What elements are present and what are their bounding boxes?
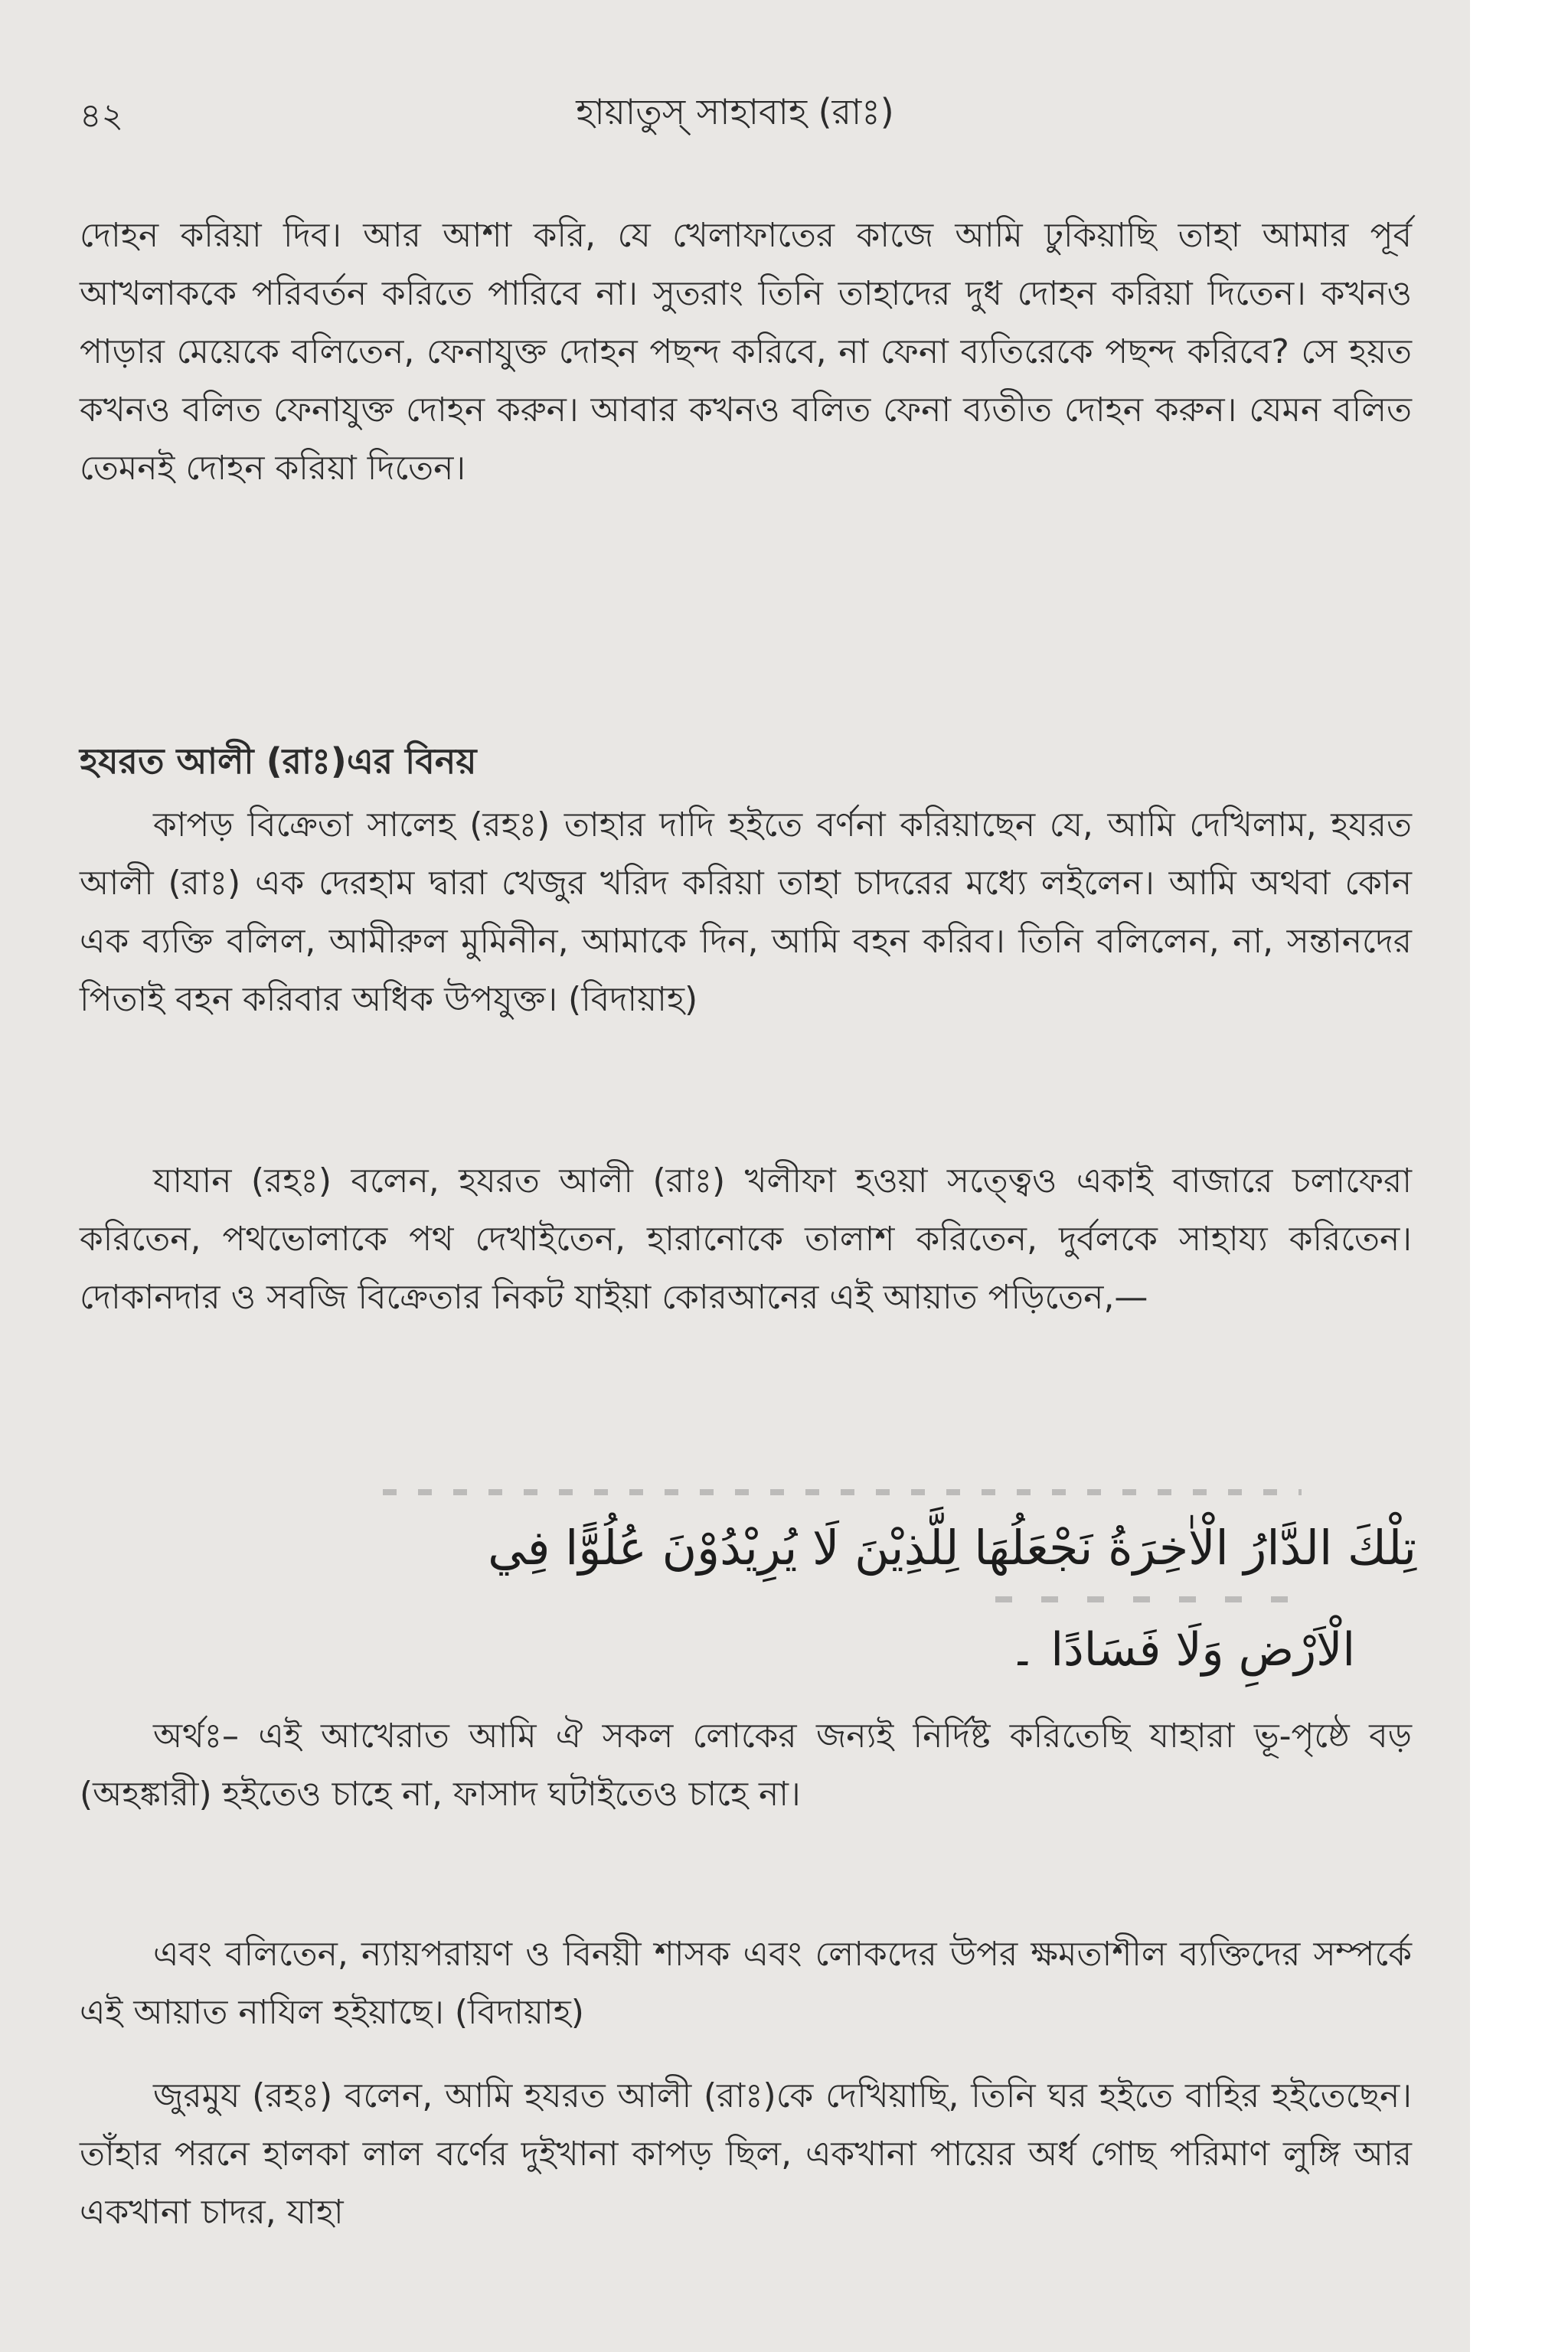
arabic-verse-line-1: تِلْكَ الدَّارُ الْاٰخِرَةُ نَجْعَلُهَا لِلَّذِيْنَ لَا يُرِيْدُوْنَ عُلُوًّا فِي bbox=[488, 1520, 1416, 1576]
arabic-diacritics-line1 bbox=[383, 1489, 1302, 1495]
paragraph-5-text: এবং বলিতেন, ন্যায়পরায়ণ ও বিনয়ী শাসক এবং লোকদের উপর ক্ষমতাশীল ব্যক্তিদের সম্পর্কে এই আয়াত নাযিল হইয়াছে। (বিদায়াহ) bbox=[80, 1935, 1412, 2032]
paragraph-5 bbox=[80, 1926, 1412, 2042]
paragraph-6-text: জুরমুয (রহঃ) বলেন, আমি হযরত আলী (রাঃ)কে দেখিয়াছি, তিনি ঘর হইতে বাহির হইতেছেন। তাঁহার পরনে হালকা লাল বর্ণের দুইখানা কাপড় ছিল, একখানা পায়ের অর্ধ গোছ পরিমাণ লুঙ্গি আর একখানা চাদর, যাহা bbox=[80, 2076, 1412, 2232]
paragraph-2-text: কাপড় বিক্রেতা সালেহ (রহঃ) তাহার দাদি হইতে বর্ণনা করিয়াছেন যে, আমি দেখিলাম, হযরত আলী (রাঃ) এক দেরহাম দ্বারা খেজুর খরিদ করিয়া তাহা চাদরের মধ্যে লইলেন। আমি অথবা কোন এক ব্যক্তি বলিল, আমীরুল মুমিনীন, আমাকে দিন, আমি বহন করিব। তিনি বলিলেন, না, সন্তানদের পিতাই বহন করিবার অধিক উপযুক্ত। (বিদায়াহ) bbox=[80, 805, 1412, 1019]
paragraph-3 bbox=[80, 1152, 1412, 1327]
page-number: ৪২ bbox=[80, 96, 124, 136]
arabic-verse-line-2: الْاَرْضِ وَلَا فَسَادًا ۔ bbox=[1009, 1623, 1355, 1677]
arabic-diacritics-line2 bbox=[995, 1596, 1302, 1602]
page-margin-blank bbox=[1470, 0, 1568, 2352]
paragraph-4-text: অর্থঃ– এই আখেরাত আমি ঐ সকল লোকের জন্যই নির্দিষ্ট করিতেছি যাহারা ভূ-পৃষ্ঠে বড় (অহঙ্কারী) হইতেও চাহে না, ফাসাদ ঘটাইতেও চাহে না। bbox=[80, 1717, 1412, 1814]
paragraph-3-text: যাযান (রহঃ) বলেন, হযরত আলী (রাঃ) খলীফা হওয়া সত্ত্বেও একাই বাজারে চলাফেরা করিতেন, পথভোলাকে পথ দেখাইতেন, হারানোকে তালাশ করিতেন, দুর্বলকে সাহায্য করিতেন। দোকানদার ও সবজি বিক্রেতার নিকট যাইয়া কোরআনের এই আয়াত পড়িতেন,— bbox=[80, 1161, 1412, 1317]
paragraph-6 bbox=[80, 2067, 1412, 2242]
paragraph-1 bbox=[80, 207, 1412, 498]
paragraph-2 bbox=[80, 796, 1412, 1029]
running-header-title: হায়াতুস্ সাহাবাহ (রাঃ) bbox=[576, 91, 894, 132]
paragraph-4 bbox=[80, 1707, 1412, 1824]
paragraph-1-text: দোহন করিয়া দিব। আর আশা করি, যে খেলাফাতের কাজে আমি ঢুকিয়াছি তাহা আমার পূর্ব আখলাককে পরিবর্তন করিতে পারিবে না। সুতরাং তিনি তাহাদের দুধ দোহন করিয়া দিতেন। কখনও পাড়ার মেয়েকে বলিতেন, ফেনাযুক্ত দোহন পছন্দ করিবে, না ফেনা ব্যতিরেকে পছন্দ করিবে? সে হয়ত কখনও বলিত ফেনাযুক্ত দোহন করুন। আবার কখনও বলিত ফেনা ব্যতীত দোহন করুন। যেমন বলিত তেমনই দোহন করিয়া দিতেন। bbox=[80, 216, 1412, 488]
section-heading: হযরত আলী (রাঃ)এর বিনয় bbox=[80, 740, 477, 782]
